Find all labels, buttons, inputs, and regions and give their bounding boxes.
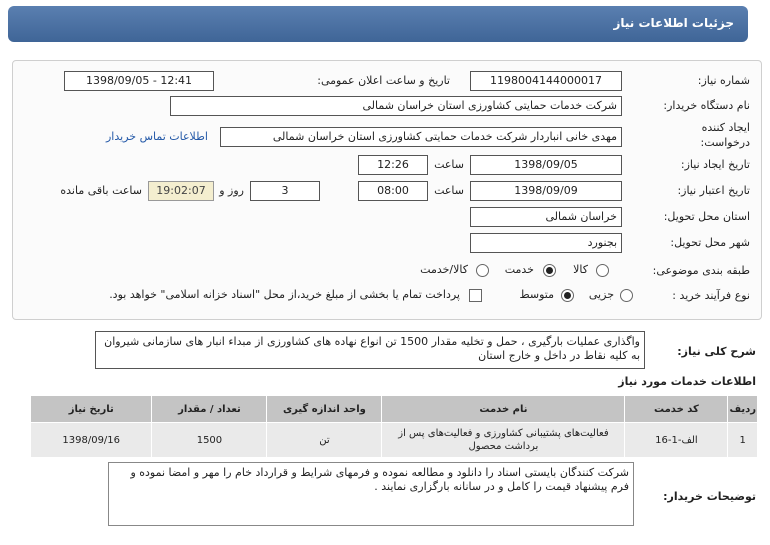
category-goods-service-radio[interactable] [476, 264, 489, 277]
service-code-cell: الف-1-16 [625, 423, 728, 458]
created-date-field: 1398/09/05 [470, 155, 622, 175]
remaining-time-field: 19:02:07 [148, 181, 214, 201]
need-number-field: 1198004144000017 [470, 71, 622, 91]
days-label: روز و [219, 184, 244, 197]
city-label: شهر محل تحویل: [670, 236, 750, 249]
page-title: جزئیات اطلاعات نیاز [613, 16, 734, 30]
buyer-org-field: شرکت خدمات حمایتی کشاورزی استان خراسان شمالی [170, 96, 622, 116]
col-need-date: تاریخ نیاز [31, 396, 152, 423]
announce-label: تاریخ و ساعت اعلان عمومی: [317, 74, 450, 87]
col-unit: واحد اندازه گیری [267, 396, 382, 423]
services-table-header [31, 396, 758, 423]
created-time-label: ساعت [434, 158, 464, 171]
created-date-label: تاریخ ایجاد نیاز: [680, 158, 750, 171]
validity-time-field: 08:00 [358, 181, 428, 201]
province-label: استان محل تحویل: [663, 210, 750, 223]
created-time-field: 12:26 [358, 155, 428, 175]
category-goods-service-label: کالا/خدمت [420, 263, 468, 276]
category-label: طبقه بندی موضوعی: [652, 264, 750, 277]
creator-field: مهدی خانی انباردار شرکت خدمات حمایتی کشاورزی استان خراسان شمالی [220, 127, 622, 147]
category-goods-radio[interactable] [596, 264, 609, 277]
process-label: نوع فرآیند خرید : [672, 289, 750, 302]
treasury-payment-note: پرداخت تمام یا بخشی از مبلغ خرید،از محل "اسناد خزانه اسلامی" خواهد بود. [109, 288, 460, 301]
creator-label: ایجاد کننده [701, 121, 750, 134]
treasury-payment-checkbox[interactable] [469, 289, 482, 302]
creator-label-2: درخواست: [700, 136, 750, 149]
need-date-cell: 1398/09/16 [31, 423, 152, 458]
process-medium-label: متوسط [519, 288, 554, 301]
category-service-radio[interactable] [543, 264, 556, 277]
col-quantity: تعداد / مقدار [152, 396, 267, 423]
summary-label: شرح کلی نیاز: [677, 345, 756, 358]
buyer-notes-label: توضیحات خریدار: [663, 490, 756, 503]
process-minor-label: جزیی [588, 288, 614, 301]
need-number-label: شماره نیاز: [697, 74, 750, 87]
validity-date-label: تاریخ اعتبار نیاز: [677, 184, 750, 197]
category-service-label: خدمت [504, 263, 534, 276]
process-minor-radio[interactable] [620, 289, 633, 302]
quantity-cell: 1500 [152, 423, 267, 458]
validity-time-label: ساعت [434, 184, 464, 197]
city-field: بجنورد [470, 233, 622, 253]
col-row-number: ردیف [728, 396, 758, 423]
summary-field: واگذاری عملیات بارگیری ، حمل و تخلیه مقدار 1500 تن انواع نهاده های کشاورزی از مبداء انبار های سازمانی شیروان به کلیه نقاط در داخل و خارج استان [95, 331, 645, 369]
process-medium-radio[interactable] [561, 289, 574, 302]
province-field: خراسان شمالی [470, 207, 622, 227]
category-goods-label: کالا [573, 263, 588, 276]
announce-field: 1398/09/05 - 12:41 [64, 71, 214, 91]
days-remaining-field: 3 [250, 181, 320, 201]
buyer-notes-field: شرکت کنندگان بایستی اسناد را دانلود و مطالعه نموده و فرمهای شرایط و قرارداد خام را مهر و امضا نموده و فرم پیشنهاد قیمت را کامل و در سانانه بارگزاری نمایند . [108, 462, 634, 526]
unit-cell: تن [267, 423, 382, 458]
remaining-label: ساعت باقی مانده [60, 184, 142, 197]
col-service-code: کد خدمت [625, 396, 728, 423]
table-row [31, 423, 758, 458]
service-name-cell: فعالیت‌های پشتیبانی کشاورزی و فعالیت‌های پس از برداشت محصول [382, 423, 625, 458]
services-section-title: اطلاعات خدمات مورد نیاز [618, 375, 756, 388]
page-header [8, 6, 748, 42]
buyer-org-label: نام دستگاه خریدار: [663, 99, 750, 112]
col-service-name: نام خدمت [382, 396, 625, 423]
row-number-cell: 1 [728, 423, 758, 458]
services-table [30, 395, 758, 458]
buyer-contact-link[interactable]: اطلاعات تماس خریدار [106, 130, 208, 143]
validity-date-field: 1398/09/09 [470, 181, 622, 201]
